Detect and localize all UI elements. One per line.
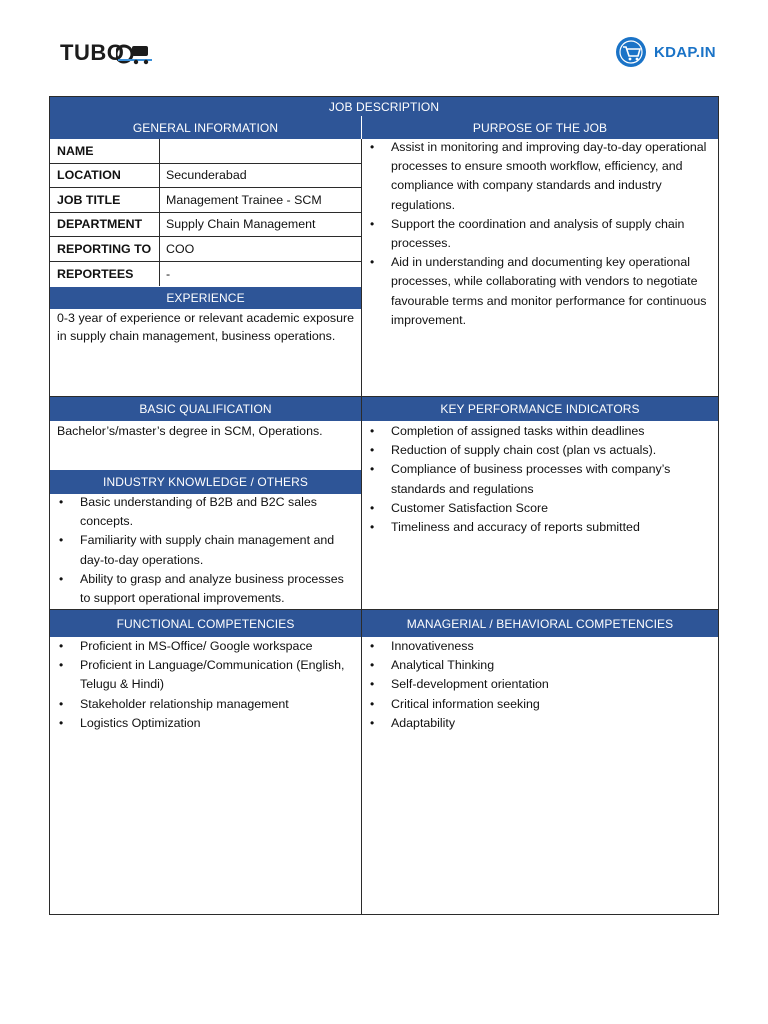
gi-row-reporting-to bbox=[50, 237, 361, 262]
industry-knowledge-header: INDUSTRY KNOWLEDGE / OTHERS bbox=[50, 470, 361, 494]
gi-row-job-title bbox=[50, 188, 361, 213]
column-divider bbox=[361, 139, 362, 915]
managerial-competencies-list bbox=[368, 637, 713, 733]
general-information-header: GENERAL INFORMATION bbox=[50, 116, 361, 139]
gi-label: JOB TITLE bbox=[50, 188, 160, 212]
kpi-header: KEY PERFORMANCE INDICATORS bbox=[362, 397, 718, 421]
list-item: • Aid in understanding and documenting key operational processes, while collaborating with vendors to negotiate favourable terms and monitor performance for continuous improvement. bbox=[368, 253, 713, 330]
list-item: • Logistics Optimization bbox=[57, 714, 357, 733]
gi-row-name bbox=[50, 139, 361, 164]
kpi-list bbox=[368, 422, 713, 537]
basic-qualification-header: BASIC QUALIFICATION bbox=[50, 397, 361, 421]
gi-label: NAME bbox=[50, 139, 160, 163]
gi-row-reportees bbox=[50, 262, 361, 287]
list-item: • Familiarity with supply chain management and day-to-day operations. bbox=[57, 531, 357, 569]
gi-label: DEPARTMENT bbox=[50, 213, 160, 237]
list-item: • Compliance of business processes with company’s standards and regulations bbox=[368, 460, 713, 498]
list-item: • Reduction of supply chain cost (plan vs actuals). bbox=[368, 441, 713, 460]
gi-value: Supply Chain Management bbox=[166, 217, 316, 232]
kdap-logo bbox=[614, 36, 724, 68]
gi-label: REPORTEES bbox=[50, 262, 160, 287]
gi-value: - bbox=[166, 266, 171, 281]
globe-cart-icon bbox=[614, 36, 648, 68]
list-item: • Stakeholder relationship management bbox=[57, 695, 357, 714]
industry-knowledge-list bbox=[57, 493, 357, 608]
basic-qualification-text: Bachelor’s/master’s degree in SCM, Operations. bbox=[57, 424, 323, 438]
purpose-header: PURPOSE OF THE JOB bbox=[362, 116, 718, 139]
kdap-wordmark: KDAP.IN bbox=[654, 44, 716, 61]
gi-value: Management Trainee - SCM bbox=[166, 192, 322, 207]
gi-value: COO bbox=[166, 241, 195, 256]
list-item: • Completion of assigned tasks within deadlines bbox=[368, 422, 713, 441]
purpose-list bbox=[368, 138, 713, 330]
gi-row-department bbox=[50, 213, 361, 238]
managerial-competencies-header: MANAGERIAL / BEHAVIORAL COMPETENCIES bbox=[362, 610, 718, 637]
list-item: • Timeliness and accuracy of reports submitted bbox=[368, 518, 713, 537]
list-item: • Basic understanding of B2B and B2C sales concepts. bbox=[57, 493, 357, 531]
job-description-header: JOB DESCRIPTION bbox=[50, 97, 718, 116]
functional-competencies-header: FUNCTIONAL COMPETENCIES bbox=[50, 610, 361, 637]
gi-value: Secunderabad bbox=[166, 168, 247, 183]
list-item: • Analytical Thinking bbox=[368, 656, 713, 675]
list-item: • Ability to grasp and analyze business processes to support operational improvements. bbox=[57, 570, 357, 608]
experience-text: 0-3 year of experience or relevant academic exposure in supply chain management, business operations. bbox=[57, 311, 354, 343]
tubo-logo bbox=[60, 38, 155, 68]
list-item: • Proficient in Language/Communication (English, Telugu & Hindi) bbox=[57, 656, 357, 694]
truck-icon bbox=[116, 42, 154, 66]
tubo-wordmark: TUBO bbox=[60, 40, 125, 65]
gi-label: REPORTING TO bbox=[50, 237, 160, 261]
gi-row-location bbox=[50, 164, 361, 189]
functional-competencies-list bbox=[57, 637, 357, 733]
list-item: • Adaptability bbox=[368, 714, 713, 733]
list-item: • Customer Satisfaction Score bbox=[368, 499, 713, 518]
list-item: • Support the coordination and analysis of supply chain processes. bbox=[368, 215, 713, 253]
gi-label: LOCATION bbox=[50, 164, 160, 188]
list-item: • Proficient in MS-Office/ Google workspace bbox=[57, 637, 357, 656]
list-item: • Self-development orientation bbox=[368, 675, 713, 694]
list-item: • Innovativeness bbox=[368, 637, 713, 656]
list-item: • Critical information seeking bbox=[368, 695, 713, 714]
list-item: • Assist in monitoring and improving day-to-day operational processes to ensure smooth workflow, efficiency, and compliance with company standards and industry regulations. bbox=[368, 138, 713, 215]
experience-header: EXPERIENCE bbox=[50, 287, 361, 309]
